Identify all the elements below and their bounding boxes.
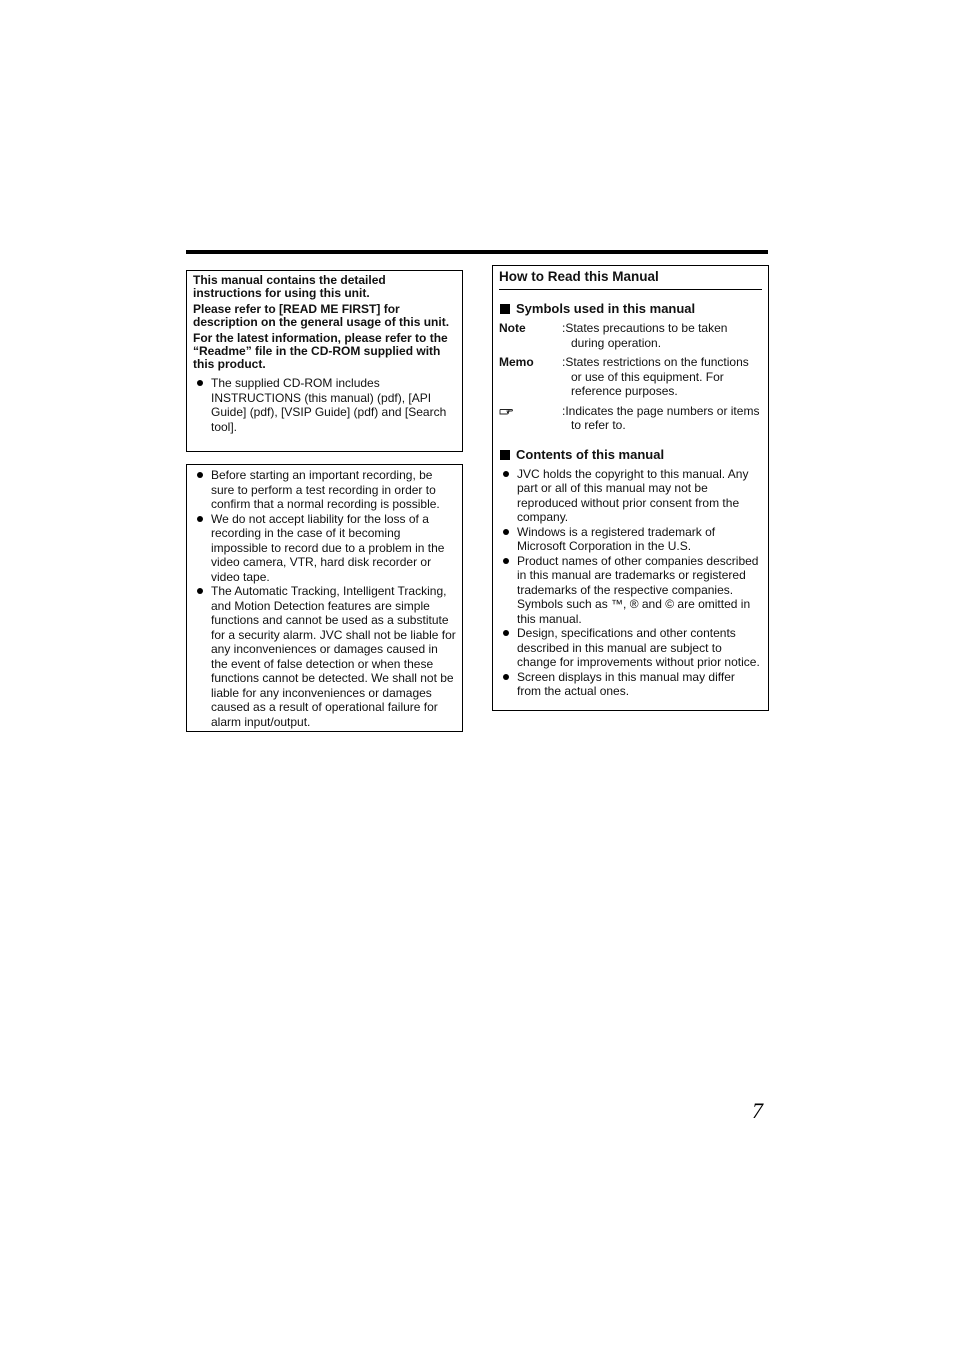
- page-number: 7: [752, 1098, 763, 1123]
- symbol-row-memo: [499, 355, 762, 399]
- symbol-term: Note: [499, 321, 526, 335]
- intro-box: [186, 270, 463, 452]
- bullet-icon: [503, 674, 509, 680]
- contents-bullet-list: [499, 467, 762, 699]
- list-item-text: Windows is a registered trademark of Microsoft Corporation in the U.S.: [517, 524, 716, 553]
- intro-bullet-list: [193, 376, 456, 434]
- list-item: [499, 554, 762, 627]
- bullet-icon: [503, 529, 509, 535]
- list-item: [499, 525, 762, 554]
- list-item: [499, 670, 762, 699]
- intro-paragraph: For the latest information, please refer to the “Readme” file in the CD-ROM supplied with this product.: [193, 331, 448, 371]
- bullet-icon: [503, 558, 509, 564]
- caution-box: [186, 464, 463, 732]
- contents-section: [499, 447, 762, 699]
- list-item: [193, 584, 456, 729]
- intro-paragraph: Please refer to [READ ME FIRST] for description on the general usage of this unit.: [193, 302, 450, 329]
- caution-bullet-list: [193, 468, 456, 729]
- list-item-text: The supplied CD-ROM includes INSTRUCTIONS (this manual) (pdf), [API Guide] (pdf), [VSIP Guide] (pdf) and [Search tool].: [211, 376, 447, 434]
- top-rule: [186, 250, 768, 254]
- pointing-hand-icon: [499, 405, 513, 417]
- symbol-row-note: [499, 321, 762, 350]
- symbol-row-reference: [499, 404, 762, 433]
- list-item-text: Design, specifications and other contents described in this manual are subject to change for improvements without prior notice.: [517, 626, 760, 669]
- symbol-definition: :States precautions to be taken during operation.: [562, 321, 728, 350]
- list-item-text: Screen displays in this manual may differ from the actual ones.: [517, 669, 735, 698]
- how-to-read-title: How to Read this Manual: [499, 269, 762, 290]
- intro-paragraph: This manual contains the detailed instructions for using this unit.: [193, 273, 386, 300]
- square-bullet-icon: [500, 304, 510, 314]
- how-to-read-box: [492, 265, 769, 711]
- square-bullet-icon: [500, 450, 510, 460]
- list-item: [193, 512, 456, 585]
- section-heading-text: Symbols used in this manual: [516, 301, 696, 316]
- section-heading: [499, 447, 762, 463]
- list-item: [193, 376, 456, 434]
- list-item: [499, 626, 762, 670]
- bullet-icon: [197, 472, 203, 478]
- section-heading: [499, 301, 762, 317]
- symbol-definition: :Indicates the page numbers or items to refer to.: [562, 403, 760, 432]
- list-item-text: Product names of other companies described in this manual are trademarks or registered trademarks of the respective companies. Symbols such as ™, ® and © are omitted in this manual.: [517, 553, 759, 626]
- list-item: [193, 468, 456, 512]
- list-item-text: Before starting an important recording, be sure to perform a test recording in order to confirm that a normal recording is possible.: [211, 468, 440, 511]
- section-heading-text: Contents of this manual: [516, 446, 665, 462]
- list-item-text: We do not accept liability for the loss of a recording in the case of it becoming impossible to record due to a problem in the video camera, VTR, hard disk recorder or video tape.: [211, 511, 445, 584]
- list-item-text: The Automatic Tracking, Intelligent Tracking, and Motion Detection features are simple functions and cannot be used as a substitute for a security alarm. JVC shall not be liable for any inconveniences or damages caused in the event of false detection or when these functions cannot be detected. We shall not be liable for any inconveniences or damages caused as a result of operational failure for alarm input/output.: [211, 584, 456, 729]
- bullet-icon: [197, 588, 203, 594]
- symbol-term: Memo: [499, 355, 534, 369]
- bullet-icon: [503, 471, 509, 477]
- list-item: [499, 467, 762, 525]
- symbol-definition: :States restrictions on the functions or use of this equipment. For reference purposes.: [562, 355, 749, 398]
- bullet-icon: [503, 630, 509, 636]
- bullet-icon: [197, 380, 203, 386]
- list-item-text: JVC holds the copyright to this manual. Any part or all of this manual may not be reproduced without prior consent from the company.: [517, 466, 749, 524]
- bullet-icon: [197, 516, 203, 522]
- symbols-section: [499, 301, 762, 433]
